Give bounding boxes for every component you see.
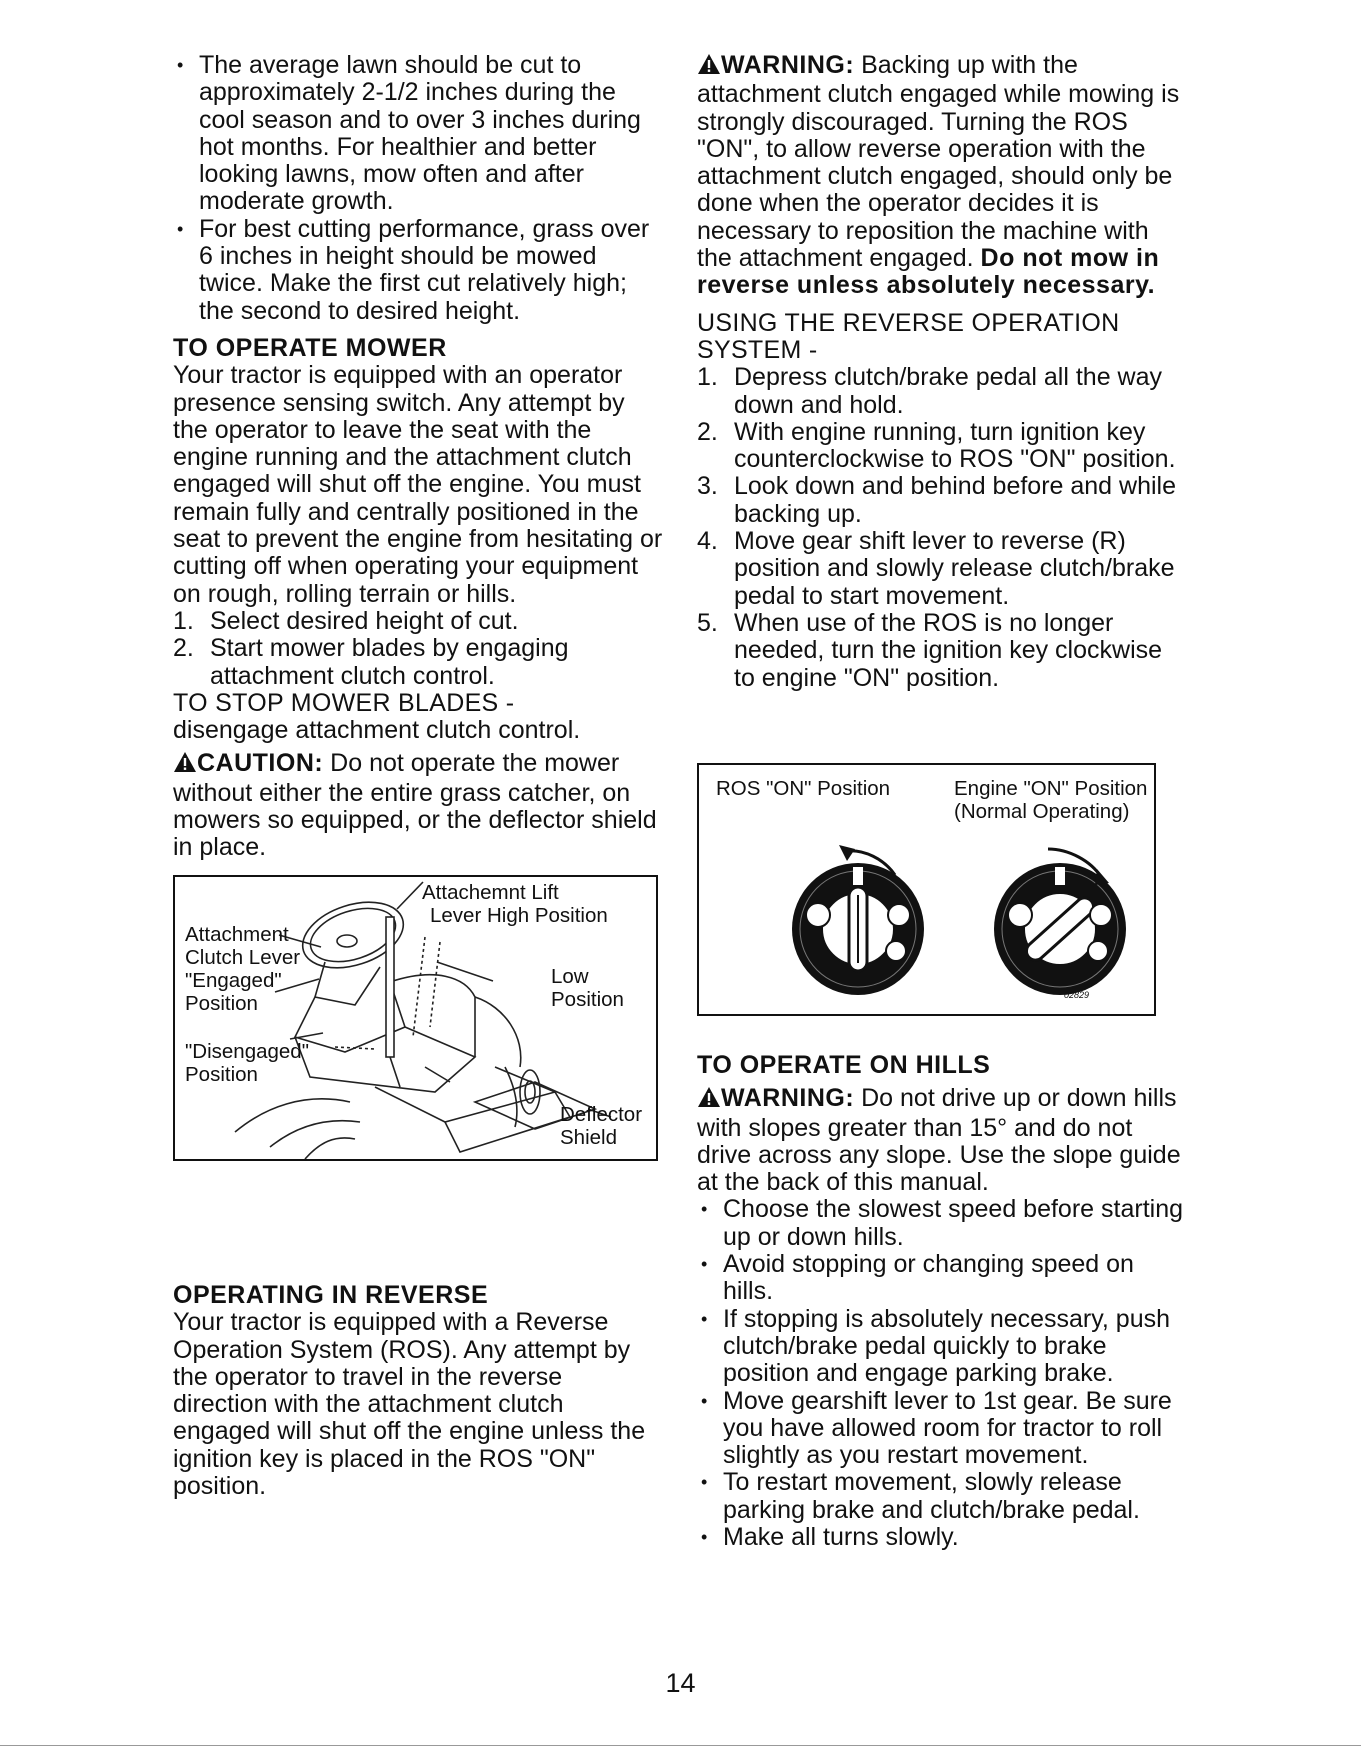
attachment-clutch-label: Attachment xyxy=(185,923,289,946)
engine-switch-icon xyxy=(994,849,1126,995)
operating-reverse-heading: OPERATING IN REVERSE xyxy=(173,1281,489,1309)
mower-steps-list xyxy=(173,608,663,690)
mowing-tips-list xyxy=(173,52,663,325)
operate-mower-heading: TO OPERATE MOWER xyxy=(173,333,447,362)
list-item: • Make all turns slowly. xyxy=(697,1524,1187,1551)
ros-on-label: ROS "ON" Position xyxy=(716,777,891,800)
disengaged-position-label: "Disengaged" xyxy=(185,1040,309,1063)
list-item xyxy=(697,610,1187,692)
step-text: With engine running, turn ignition key counterclockwise to ROS "ON" position. xyxy=(734,417,1176,474)
step-text: When use of the ROS is no longer needed, turn the ignition key clockwise to engine "ON" position. xyxy=(734,608,1163,692)
attachment-clutch-label: Clutch Lever xyxy=(185,946,301,969)
step-number: 2. xyxy=(697,417,718,446)
right-column xyxy=(697,52,1187,692)
hills-warning-label: WARNING: xyxy=(721,1084,855,1113)
ignition-switches xyxy=(699,765,1154,1014)
ros-switch-icon xyxy=(792,845,924,995)
deflector-shield-label: Deflector xyxy=(560,1103,643,1126)
figure-code: 02829 xyxy=(1064,990,1090,1000)
warning-triangle-icon xyxy=(697,1086,721,1114)
hills-warning-paragraph xyxy=(697,1085,1187,1196)
step-text: Move gear shift lever to reverse (R) position and slowly release clutch/brake pedal to start movement. xyxy=(734,527,1175,610)
caution-label: CAUTION: xyxy=(197,749,324,778)
list-item xyxy=(697,528,1187,610)
step-text: Select desired height of cut. xyxy=(210,606,519,635)
ros-steps-list xyxy=(697,364,1187,692)
list-item: • Avoid stopping or changing speed on hills. xyxy=(697,1251,1187,1306)
step-number: 5. xyxy=(697,608,718,637)
operating-reverse-text: Your tractor is equipped with a Reverse Operation System (ROS). Any attempt by the operator to travel in the reverse direction with the attachment clutch engaged will shut off the engine unless the ignition key is placed in the ROS "ON" position. xyxy=(173,1308,646,1501)
engaged-position-label: "Engaged" xyxy=(185,969,282,992)
warning-emphasis: Do not mow in reverse unless absolutely necessary. xyxy=(697,244,1160,300)
engaged-position-label: Position xyxy=(185,992,258,1015)
step-text: Depress clutch/brake pedal all the way down and hold. xyxy=(734,363,1163,419)
step-number: 2. xyxy=(173,634,194,663)
low-position-label: Low xyxy=(551,965,589,988)
list-item: • To restart movement, slowly release parking brake and clutch/brake pedal. xyxy=(697,1469,1187,1524)
mower-diagram xyxy=(173,875,658,1161)
list-item: • For best cutting performance, grass over 6 inches in height should be mowed twice. Make the first cut relatively high; the second to desired height. xyxy=(173,216,663,325)
step-number: 1. xyxy=(173,606,194,635)
step-text: Look down and behind before and while backing up. xyxy=(734,472,1177,528)
deflector-shield-label: Shield xyxy=(560,1126,617,1149)
step-number: 3. xyxy=(697,472,718,501)
hills-warning-text: Do not drive up or down hills with slopes greater than 15° and do not drive across any slope. Use the slope guide at the back of this manual. xyxy=(697,1084,1181,1197)
warning-triangle-icon xyxy=(697,53,721,81)
right-column-lower xyxy=(697,1052,1187,1551)
step-number: 4. xyxy=(697,527,718,556)
hills-tips-list xyxy=(697,1196,1187,1551)
engine-on-label: Engine "ON" Position xyxy=(954,777,1148,800)
ros-heading: USING THE REVERSE OPERATION SYSTEM - xyxy=(697,308,1120,364)
stop-blades-heading: TO STOP MOWER BLADES - xyxy=(173,688,515,717)
caution-text: Do not operate the mower without either the entire grass catcher, on mowers so equipped, or the deflector shield in place. xyxy=(173,749,657,862)
engine-on-label: (Normal Operating) xyxy=(954,800,1130,823)
warning-text: Backing up with the attachment clutch engaged while mowing is strongly discouraged. Turning the ROS "ON", to allow reverse operation with the attachment clutch engaged, should only be done when the operator decides it is necessary to reposition the machine with the attachment engaged. xyxy=(697,51,1180,273)
list-item xyxy=(697,364,1187,419)
lift-lever-label: Lever High Position xyxy=(430,904,608,927)
lift-lever-label: Attachemnt Lift xyxy=(422,881,559,904)
list-item xyxy=(697,419,1187,474)
list-item: • The average lawn should be cut to approximately 2-1/2 inches during the cool season and to over 3 inches during hot months. For healthier and better looking lawns, mow often and after moderate growth. xyxy=(173,52,663,216)
warning-triangle-icon xyxy=(173,751,197,779)
ignition-key-diagram xyxy=(697,763,1156,1016)
operate-mower-text: Your tractor is equipped with an operator presence sensing switch. Any attempt by the operator to leave the seat with the engine running and the attachment clutch engaged will shut off the engine. You must remain fully and centrally positioned in the seat to prevent the engine from hesitating or cutting off when operating your equipment on rough, rolling terrain or hills. xyxy=(173,361,663,608)
list-item: • Choose the slowest speed before starting up or down hills. xyxy=(697,1196,1187,1251)
hills-heading: TO OPERATE ON HILLS xyxy=(697,1051,991,1079)
list-item xyxy=(697,473,1187,528)
list-item: • If stopping is absolutely necessary, push clutch/brake pedal quickly to brake position and engage parking brake. xyxy=(697,1306,1187,1388)
page-number: 14 xyxy=(665,1668,696,1698)
reverse-warning-paragraph xyxy=(697,52,1187,300)
footer-divider xyxy=(0,1745,1361,1746)
stop-blades-text: disengage attachment clutch control. xyxy=(173,716,581,745)
left-column-lower xyxy=(173,1282,663,1500)
low-position-label: Position xyxy=(551,988,624,1011)
left-column xyxy=(173,52,663,862)
disengaged-position-label: Position xyxy=(185,1063,258,1086)
warning-label: WARNING: xyxy=(721,51,855,79)
list-item xyxy=(173,635,663,690)
step-text: Start mower blades by engaging attachment clutch control. xyxy=(210,634,569,690)
list-item: • Move gearshift lever to 1st gear. Be sure you have allowed room for tractor to roll slightly as you restart movement. xyxy=(697,1388,1187,1470)
caution-paragraph xyxy=(173,750,663,861)
list-item xyxy=(173,608,663,635)
step-number: 1. xyxy=(697,363,718,392)
